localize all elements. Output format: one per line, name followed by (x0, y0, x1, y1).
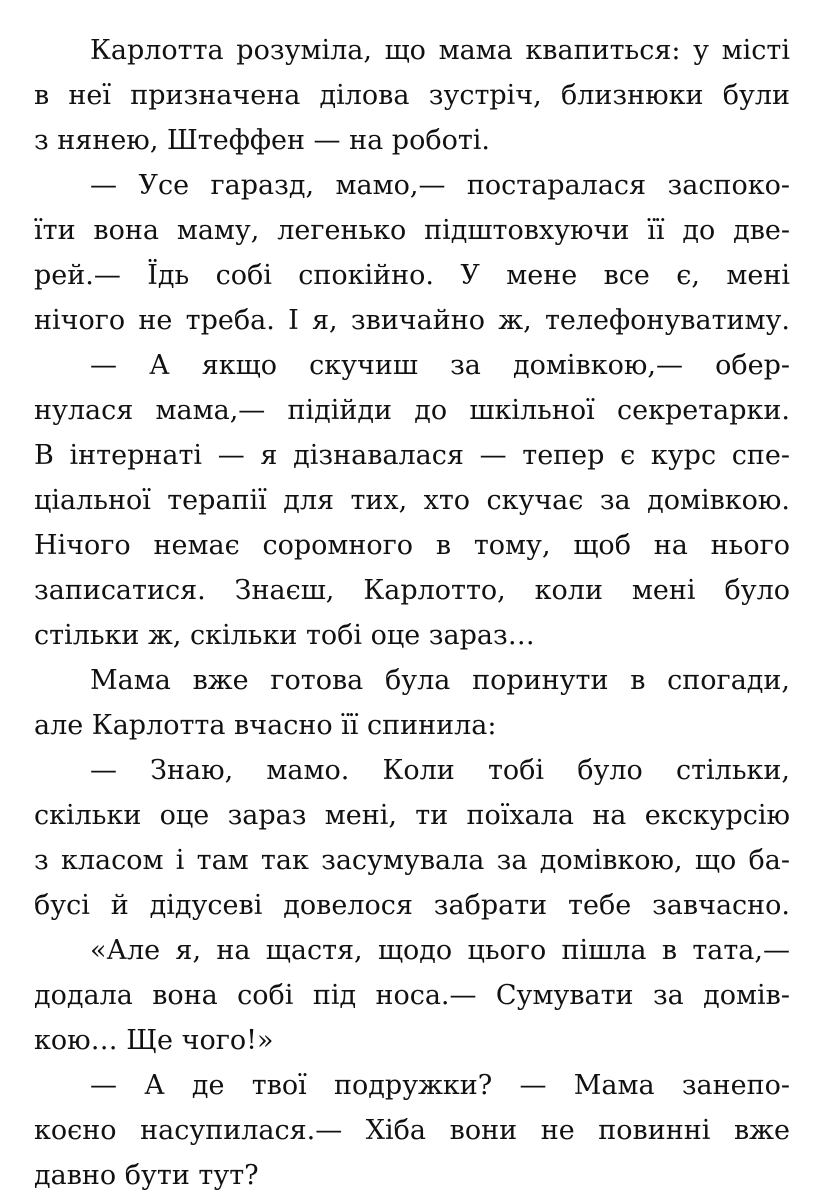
text-line-16: але Карлотта вчасно її спинила: (34, 710, 497, 741)
text-line-26: давно бути тут? (34, 1160, 259, 1191)
text-line-15: Мама вже готова була поринути в спогади, (90, 665, 790, 696)
text-line-23: кою… Ще чого!» (34, 1025, 274, 1056)
text-line-25: коєно насупилася.— Хіба вони не повинні вже (34, 1115, 790, 1146)
text-line-24: — А де твої подружки? — Мама занепо- (90, 1070, 790, 1101)
text-line-4: — Усе гаразд, мамо,— постаралася заспоко- (90, 170, 790, 201)
text-line-12: Нічого немає соромного в тому, щоб на нього (34, 530, 790, 561)
text-line-10: В інтернаті — я дізнавалася — тепер є курс спе- (34, 440, 790, 471)
text-line-1: Карлотта розуміла, що мама квапиться: у місті (90, 35, 790, 66)
text-line-17: — Знаю, мамо. Коли тобі було стільки, (90, 755, 790, 786)
text-line-5: їти вона маму, легенько підштовхуючи її до две- (34, 215, 790, 246)
text-line-13: записатися. Знаєш, Карлотто, коли мені було (34, 575, 790, 606)
text-line-21: «Але я, на щастя, щодо цього пішла в тата,— (90, 935, 790, 966)
text-line-11: ціальної терапії для тих, хто скучає за домівкою. (34, 485, 790, 516)
text-line-6: рей.— Їдь собі спокійно. У мене все є, мені (34, 260, 790, 291)
text-line-3: з нянею, Штеффен — на роботі. (34, 125, 490, 156)
text-line-22: додала вона собі під носа.— Сумувати за домів- (34, 980, 790, 1011)
text-line-2: в неї призначена ділова зустріч, близнюки були (34, 80, 790, 111)
text-line-14: стільки ж, скільки тобі оце зараз… (34, 620, 535, 651)
text-line-9: нулася мама,— підійди до шкільної секретарки. (34, 395, 790, 426)
text-line-8: — А якщо скучиш за домівкою,— обер- (90, 350, 790, 381)
text-line-19: з класом і там так засумувала за домівкою, що ба- (34, 845, 790, 876)
text-line-20: бусі й дідусеві довелося забрати тебе завчасно. (34, 890, 790, 921)
book-page-text (34, 28, 790, 1198)
text-line-18: скільки оце зараз мені, ти поїхала на екскурсію (34, 800, 790, 831)
text-line-7: нічого не треба. І я, звичайно ж, телефонуватиму. (34, 305, 790, 336)
